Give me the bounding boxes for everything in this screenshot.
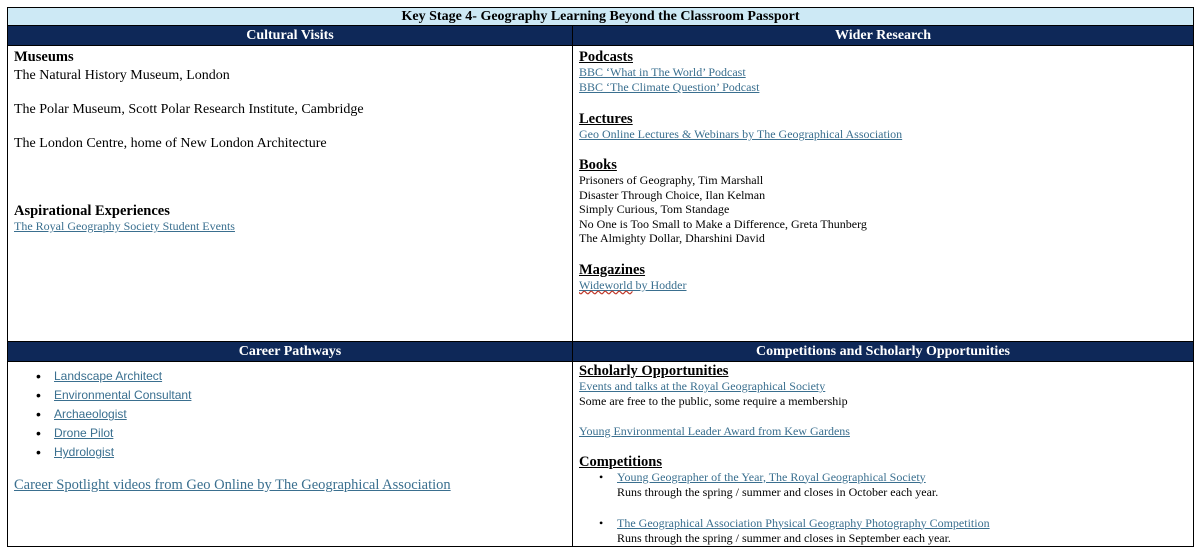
wider-research-cell [573,46,1194,342]
kew-award-link[interactable]: Young Environmental Leader Award from Kew Gardens [579,423,850,438]
competitions-header: Competitions and Scholarly Opportunities [573,342,1194,362]
list-item [54,405,566,424]
career-link-drone-pilot[interactable]: Drone Pilot [54,426,114,440]
wider-research-header: Wider Research [573,26,1194,46]
aspirational-heading: Aspirational Experiences [14,203,170,219]
list-item [54,386,566,405]
geo-online-lectures-link[interactable]: Geo Online Lectures & Webinars by The Geographical Association [579,127,903,141]
scholarly-heading: Scholarly Opportunities [579,363,729,379]
podcast-link[interactable]: BBC ‘The Climate Question’ Podcast [579,80,760,94]
book-item: The Almighty Dollar, Dharshini David [579,231,765,246]
list-item [54,424,566,443]
passport-table [7,7,1194,547]
museums-heading: Museums [14,49,74,65]
list-item [617,516,1187,546]
young-geographer-link[interactable]: Young Geographer of the Year, The Royal Geographical Society [617,469,926,484]
museum-item: The Polar Museum, Scott Polar Research Institute, Cambridge [14,102,364,117]
career-pathways-header: Career Pathways [8,342,573,362]
cultural-visits-cell [8,46,573,342]
career-link-landscape-architect[interactable]: Landscape Architect [54,369,163,383]
wideworld-link[interactable] [579,278,1187,293]
books-heading: Books [579,157,617,173]
career-link-archaeologist[interactable]: Archaeologist [54,407,127,421]
rgs-events-link[interactable]: Events and talks at the Royal Geographical Society [579,379,826,393]
magazines-heading: Magazines [579,261,646,278]
list-item [54,367,566,386]
career-link-hydrologist[interactable]: Hydrologist [54,445,115,459]
book-item: Disaster Through Choice, Ilan Kelman [579,187,766,202]
career-link-environmental-consultant[interactable]: Environmental Consultant [54,388,192,402]
competition-note: Runs through the spring / summer and closes in September each year. [617,530,951,545]
podcast-link[interactable]: BBC ‘What in The World’ Podcast [579,65,746,79]
competitions-list [579,470,1187,546]
competition-note: Runs through the spring / summer and closes in October each year. [617,484,939,499]
competitions-heading: Competitions [579,453,662,470]
podcasts-heading: Podcasts [579,49,633,65]
wideworld-word: Wideworld [579,277,633,292]
career-pathways-cell [8,362,573,547]
museum-item: The Natural History Museum, London [14,68,230,83]
competitions-cell [573,362,1194,547]
photography-competition-link[interactable]: The Geographical Association Physical Geography Photography Competition [617,515,990,530]
wideworld-publisher: by Hodder [632,277,687,292]
book-item: Simply Curious, Tom Standage [579,202,730,217]
list-item [617,470,1187,500]
rgs-student-events-link[interactable]: The Royal Geography Society Student Events [14,219,235,233]
career-spotlight-link[interactable]: Career Spotlight videos from Geo Online by The Geographical Association [14,477,451,493]
cultural-visits-header: Cultural Visits [8,26,573,46]
museum-item: The London Centre, home of New London Architecture [14,136,327,151]
events-note: Some are free to the public, some require a membership [579,394,848,408]
career-list [14,367,566,462]
list-item [54,443,566,462]
page-title: Key Stage 4- Geography Learning Beyond the Classroom Passport [8,8,1194,26]
lectures-heading: Lectures [579,111,633,127]
book-item: No One is Too Small to Make a Difference, Greta Thunberg [579,216,867,231]
book-item: Prisoners of Geography, Tim Marshall [579,173,764,187]
